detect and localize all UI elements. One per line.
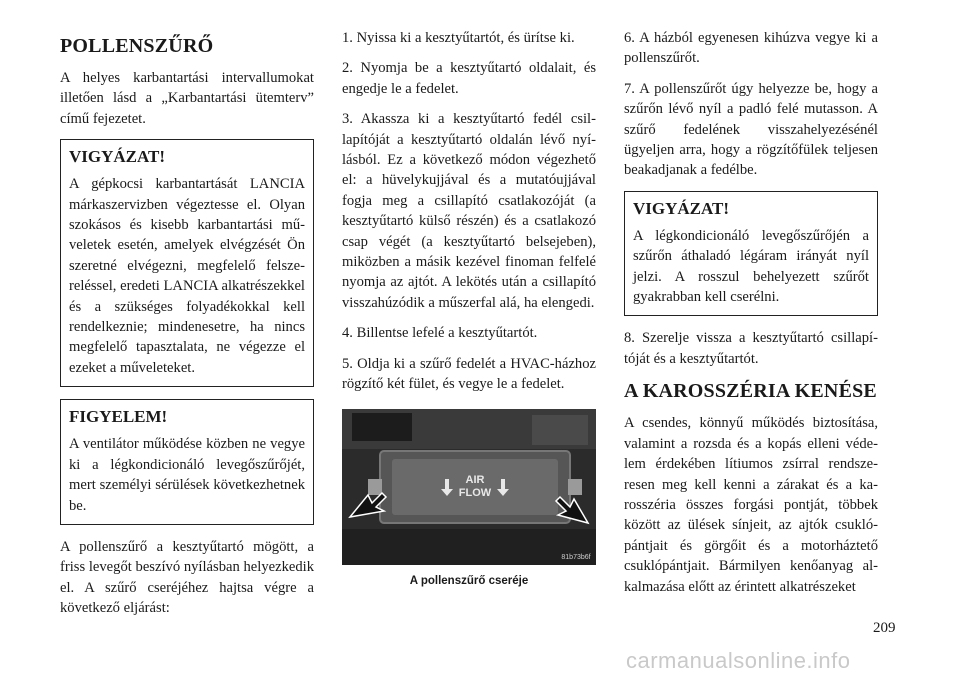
warning-text: A gépkocsi karbantartását LANCIA márkaszervizben végeztesse el. Olyan szokásos és kisebb karbantartási műveletek esetén, amelyek elvégzését Ön szeretné elvégezni, megfelelő felszereléssel, eredeti LANCIA alkatrészekkel és a szükséges folyadékokkal kell rendelkeznie; mindenesetre, ha nincs megfelelő tapasztalata, ne végezze el ezeket a műveleteket. (69, 176, 305, 376)
warning-text-2: A légkondicionáló levegőszűrőjén a szűrőn áthaladó légáram irányát nyíl jelzi. A rosszul behelyezett szűrőt gyakrabban kell cserélni. (633, 227, 869, 306)
figure-caption: A pollenszűrő cseréje (409, 574, 529, 587)
page-number: 209 (873, 620, 896, 636)
step-6: 6. A házból egyenesen kihúzva vegye ki a pollenszűrőt. (624, 30, 878, 67)
warning-box (60, 139, 314, 387)
middle-column (342, 28, 596, 591)
air-flow-label-1: AIR (465, 473, 485, 486)
air-flow-label-2: FLOW (458, 486, 492, 499)
lubrication-paragraph: A csendes, könnyű működés biztosítása, valamint a rozsda és a kopás elleni védelem érdekében lítiumos zsírral rendszeresen meg kell kenni a zárakat és a karosszéria összes forgási pontját, többek között az ülések sínjeit, az ajtók csuklópántjait és görgőit és a motorháztető csuklópántjait. Bármilyen kenőanyag alkalmazása előtt az érintett alkatrészeket (624, 415, 878, 595)
left-column (60, 28, 314, 629)
step-1: 1. Nyissa ki a kesztyűtartót, és ürítse ki. (342, 30, 575, 46)
warning-box-2 (624, 191, 878, 317)
step-8: 8. Szerelje vissza a kesztyűtartó csillapítóját és a kesztyűtartót. (624, 330, 878, 367)
location-paragraph: A pollenszűrő a kesztyűtartó mögött, a friss levegőt beszívó nyílásban helyezkedik el. A szűrő cseréjéhez hajtsa végre a következő eljárást: (60, 538, 314, 617)
filter-photo-illustration (342, 409, 596, 565)
filter-cover-photo (342, 409, 596, 565)
warning-title: VIGYÁZAT! (69, 147, 166, 167)
notice-text: A ventilátor működése közben ne vegye ki a légkondicionáló levegőszűrőjét, mert személyi sérülések következhetnek be. (69, 436, 305, 514)
warning-title-2: VIGYÁZAT! (633, 198, 730, 218)
step-2: 2. Nyomja be a kesztyűtartó oldalait, és engedje le a fedelet. (342, 60, 596, 97)
watermark: carmanualsonline.info (626, 648, 851, 673)
notice-box (60, 399, 314, 525)
step-3: 3. Akassza ki a kesztyűtartó fedél csillapítóját a kesztyűtartó oldalán lévő nyílásból. Ez a következő módon végezhető el: a hüvelykujjával és a mutatóujjával fogja meg a csillapító csatlakozóját (a kesztyűtartó külső részén) és a csatlakozó csap végét (a kesztyűtartó belsejeben), miközben a másik kezével finoman felfelé nyomja az ajtót. A lekötés után a csillapító visszahúzódik a műszerfal alá, ha elengedi. (342, 111, 596, 311)
section-heading-body-lubrication: A KAROSSZÉRIA KENÉSE (624, 380, 877, 403)
figure-code: 81b73b6f (561, 553, 591, 561)
notice-title: FIGYELEM! (69, 407, 168, 427)
section-heading-pollen-filter: POLLENSZŰRŐ (60, 35, 214, 57)
intro-paragraph: A helyes karbantartási intervallumokat illetően lásd a „Karbantartási ütemterv” című fejezetet. (60, 70, 314, 127)
step-5: 5. Oldja ki a szűrő fedelét a HVAC-házhoz rögzítő két fület, és vegye le a fedelet. (342, 355, 596, 393)
step-7: 7. A pollenszűrőt úgy helyezze be, hogy a szűrőn lévő nyíl a padló felé mutasson. A szűrő fedelének visszahelyezésénél ügyeljen arra, hogy a rögzítőfülek teljesen beakadjanak a fedélbe. (624, 80, 878, 179)
step-4: 4. Billentse lefelé a kesztyűtartót. (342, 325, 538, 342)
right-column (624, 28, 878, 607)
